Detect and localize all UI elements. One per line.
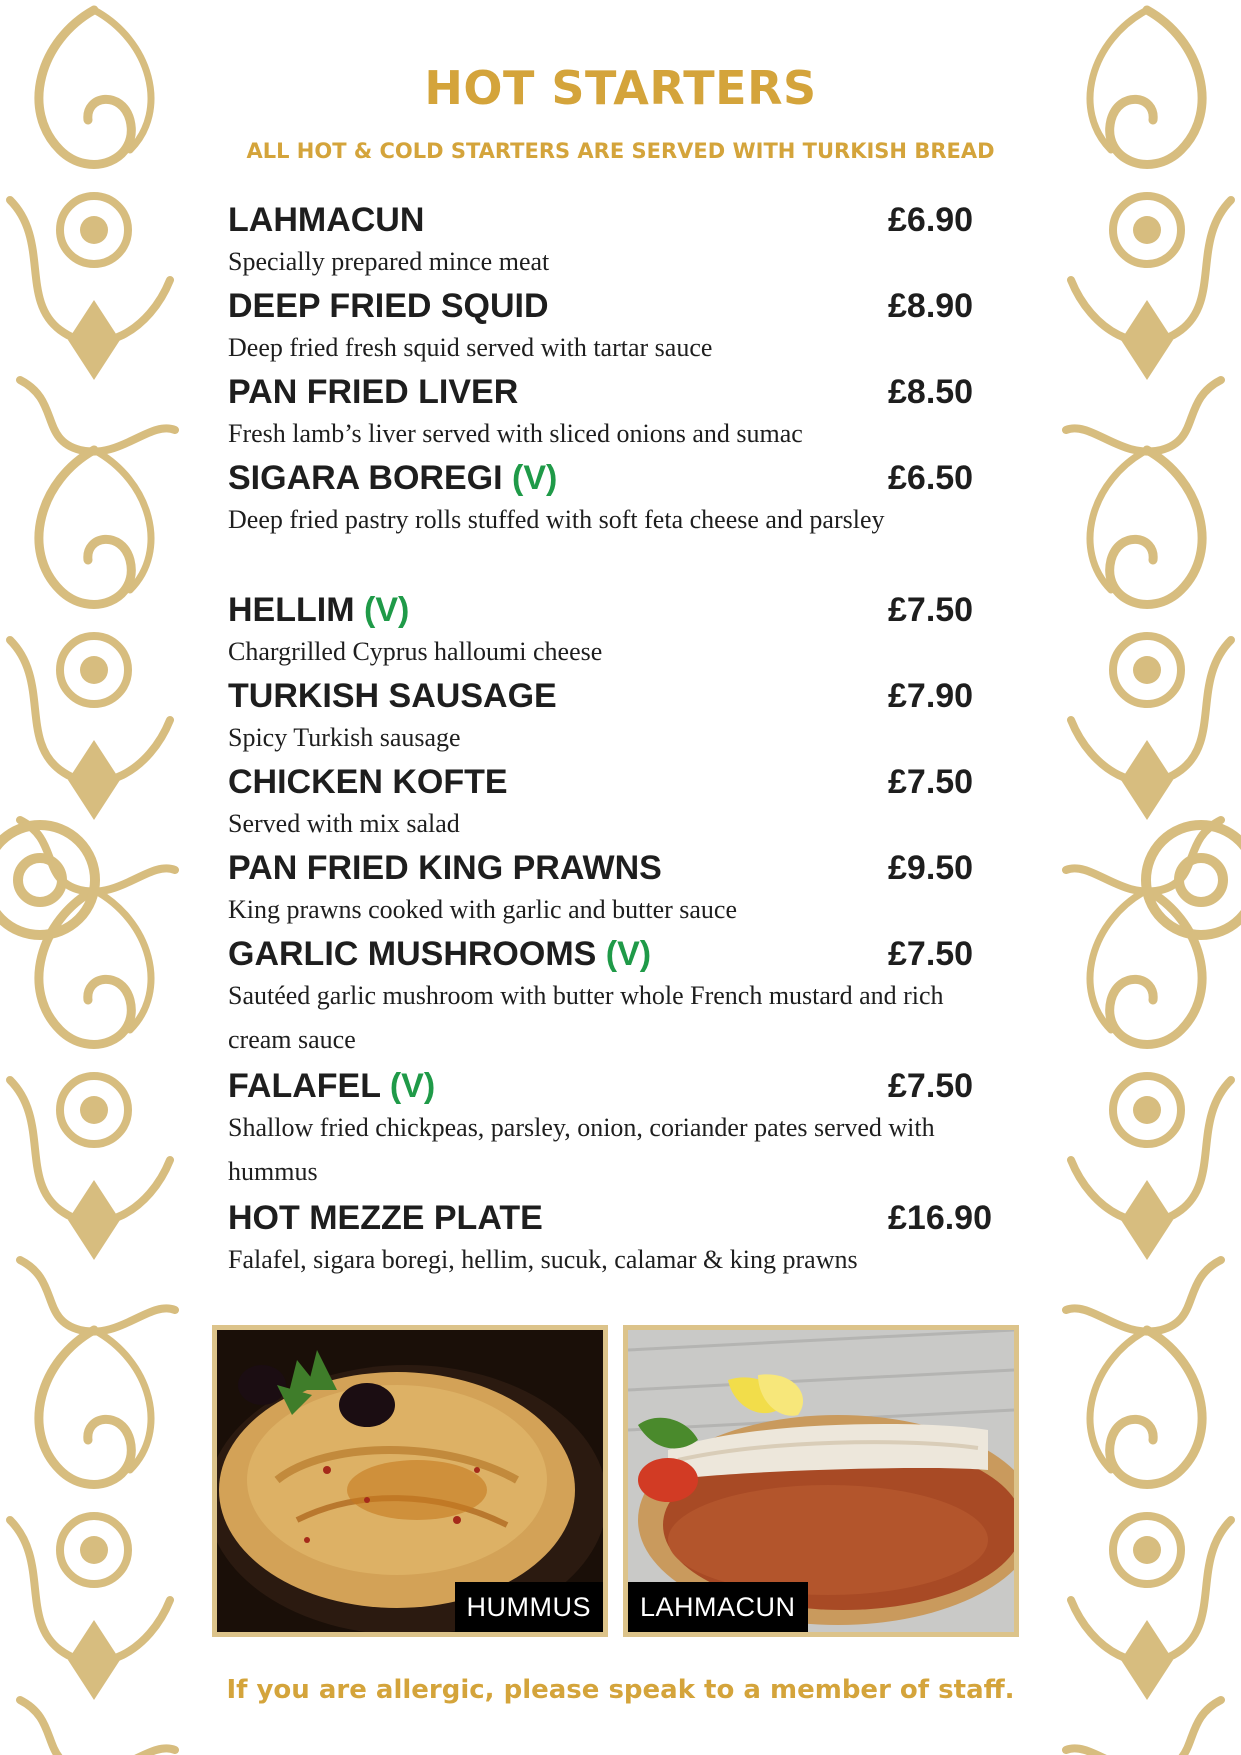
- item-price: £6.50: [888, 459, 974, 497]
- item-price: £7.50: [888, 935, 974, 973]
- page-subtitle: ALL HOT & COLD STARTERS ARE SERVED WITH TURKISH BREAD: [246, 139, 995, 163]
- right-ornament-border: [1053, 0, 1241, 1755]
- item-name: GARLIC MUSHROOMS (V): [228, 935, 652, 973]
- item-price: £6.90: [888, 201, 974, 239]
- damask-pattern-left: [0, 0, 188, 1755]
- item-name: HOT MEZZE PLATE: [228, 1199, 543, 1237]
- menu-item: [228, 842, 1008, 928]
- vegetarian-badge: (V): [364, 591, 410, 629]
- item-description: Spicy Turkish sausage: [228, 723, 461, 752]
- menu-item: [228, 280, 1008, 366]
- menu-item: [228, 756, 1008, 842]
- item-description: Falafel, sigara boregi, hellim, sucuk, calamar & king prawns: [228, 1245, 858, 1274]
- menu-item: [228, 928, 1008, 1060]
- left-ornament-border: [0, 0, 188, 1755]
- allergy-notice: If you are allergic, please speak to a member of staff.: [226, 1675, 1015, 1705]
- item-name: LAHMACUN: [228, 201, 425, 239]
- item-name: PAN FRIED LIVER: [228, 373, 519, 411]
- item-name: PAN FRIED KING PRAWNS: [228, 849, 662, 887]
- menu-item: [228, 452, 1008, 584]
- menu-content: [188, 0, 1053, 1755]
- damask-pattern-right: [1053, 0, 1241, 1755]
- item-description: Fresh lamb’s liver served with sliced onions and sumac: [228, 419, 803, 448]
- item-description: Specially prepared mince meat: [228, 247, 550, 276]
- item-description: Chargrilled Cyprus halloumi cheese: [228, 637, 603, 666]
- item-price: £7.90: [888, 677, 974, 715]
- vegetarian-badge: (V): [512, 459, 558, 497]
- vegetarian-badge: (V): [389, 1067, 436, 1105]
- item-description: Shallow fried chickpeas, parsley, onion, coriander pates served with hummus: [228, 1113, 935, 1186]
- photo-label: LAHMACUN: [628, 1582, 808, 1632]
- item-description: Deep fried pastry rolls stuffed with soft feta cheese and parsley: [228, 505, 885, 534]
- menu-item: [228, 584, 1008, 670]
- item-name: FALAFEL (V): [228, 1067, 436, 1105]
- item-name: DEEP FRIED SQUID: [228, 287, 549, 325]
- menu-item: [228, 194, 1008, 280]
- item-description: King prawns cooked with garlic and butter sauce: [228, 895, 738, 924]
- item-price: £7.50: [888, 763, 974, 801]
- page-title: HOT STARTERS: [424, 61, 817, 115]
- menu-item: [228, 670, 1008, 756]
- item-description: Served with mix salad: [228, 809, 460, 838]
- item-description: Deep fried fresh squid served with tartar sauce: [228, 333, 713, 362]
- item-price: £16.90: [888, 1199, 992, 1237]
- item-price: £7.50: [888, 591, 974, 629]
- item-name: CHICKEN KOFTE: [228, 763, 508, 801]
- item-description: Sautéed garlic mushroom with butter whole French mustard and rich cream sauce: [228, 981, 944, 1054]
- item-price: £7.50: [888, 1067, 974, 1105]
- photo-label: HUMMUS: [455, 1582, 604, 1632]
- menu-item: [228, 366, 1008, 452]
- lahmacun-photo: [623, 1325, 1019, 1637]
- item-name: SIGARA BOREGI (V): [228, 459, 558, 497]
- menu-items-list: [228, 194, 1008, 1278]
- item-name: HELLIM (V): [228, 591, 410, 629]
- item-price: £8.50: [888, 373, 974, 411]
- menu-item: [228, 1192, 1008, 1278]
- menu-item: [228, 1060, 1008, 1192]
- item-price: £9.50: [888, 849, 974, 887]
- vegetarian-badge: (V): [605, 935, 652, 973]
- hummus-photo: [212, 1325, 608, 1637]
- item-name: TURKISH SAUSAGE: [228, 677, 557, 715]
- item-price: £8.90: [888, 287, 974, 325]
